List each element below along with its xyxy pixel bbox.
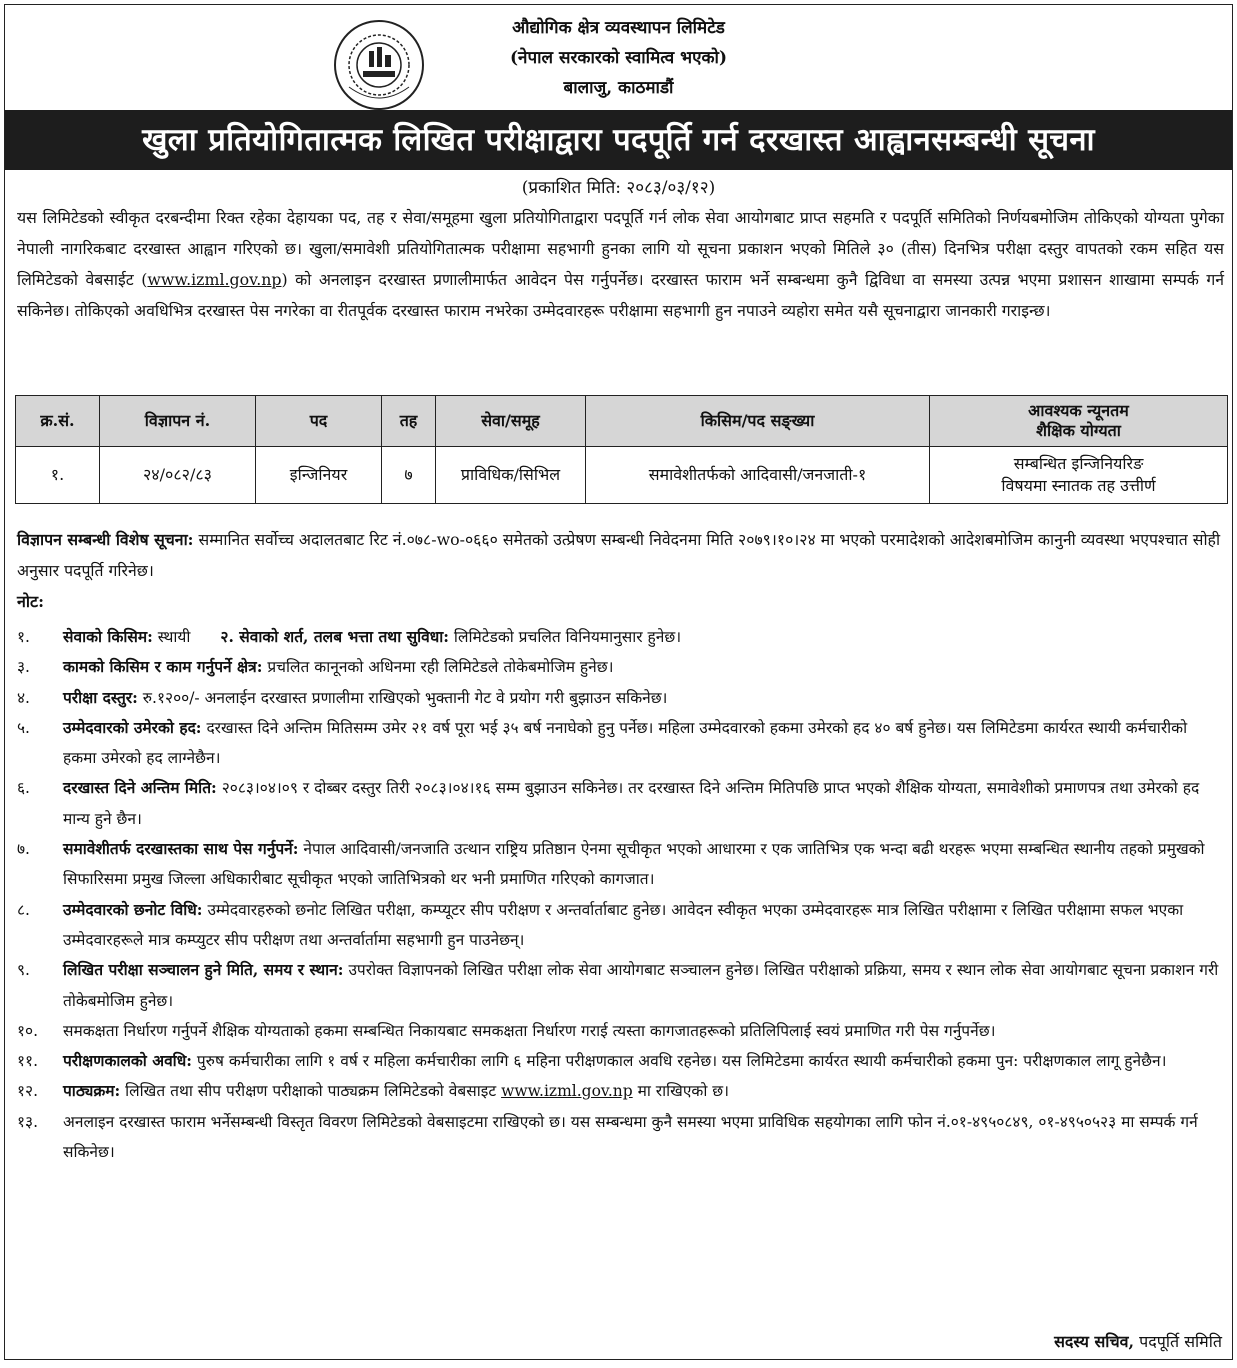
note-label: पाठ्यक्रम: <box>63 1081 121 1101</box>
notes-heading: नोट: <box>17 592 44 611</box>
header-qualification <box>930 396 1228 447</box>
intro-paragraph <box>17 202 1224 326</box>
note-label: कामको किसिम र काम गर्नुपर्ने क्षेत्र: <box>63 657 263 677</box>
intro-text-1: यस लिमिटेडको स्वीकृत दरबन्दीमा रिक्त रहेका देहायका पद, तह र सेवा/समूहमा खुला प्रतियोगिताद्वारा पदपूर्ति गर्न लोक सेवा आयोगबाट प्राप्त सहमति र पदपूर्ति समितिको निर्णयबमोजिम तोकिएको योग्यता पुगेका नेपाली नागरिकबाट दरखास्त आह्वान गरिएको छ। खुला/समावेशी प्रतियोगितात्मक परीक्षामा सहभागी हुनका लागि यो सूचना प्रकाशन भएको मितिले ३० (तीस) दिनभित्र परीक्षा दस्तुर वापतको रकम सहित यस लिमिटेडको वेबसाईट ( <box>17 208 1224 289</box>
table-row <box>16 447 1228 504</box>
note-label: परीक्षा दस्तुर: <box>63 687 138 707</box>
note-number: १२. <box>17 1082 39 1101</box>
note-text: दरखास्त दिने अन्तिम मितिसम्म उमेर २१ वर्ष पूरा भई ३५ बर्ष ननाघेको हुनु पर्नेछ। महिला उम्मेदवारको हकमा उमेरको हद ४० बर्ष हुनेछ। यस लिमिटेडमा कार्यरत स्थायी कर्मचारीको हकमा उमेरको हद लाग्नेछैन। <box>63 718 1188 768</box>
header-type-count: किसिम/पद सङ्ख्या <box>586 396 930 447</box>
list-item <box>17 622 1224 652</box>
note-number: ९. <box>17 961 30 980</box>
list-item <box>17 955 1224 1016</box>
note-number: ११. <box>17 1052 39 1071</box>
list-item <box>17 1016 1224 1046</box>
syllabus-website-link[interactable]: www.izml.gov.np <box>501 1082 633 1101</box>
note-number: ८. <box>17 900 30 919</box>
note-text: लिखित तथा सीप परीक्षण परीक्षाको पाठ्यक्रम लिमिटेडको वेबसाइट <box>120 1082 502 1101</box>
note-text: नेपाल आदिवासी/जनजाति उत्थान राष्ट्रिय प्रतिष्ठान ऐनमा सूचीकृत भएको आधारमा र एक जातिभित्र एक भन्दा बढी थरहरू भएमा सम्बन्धित स्थानीय तहको प्रमुखको सिफारिसमा प्रमुख जिल्ला अधिकारीबाट सूचीकृत भएको जातिभित्रको थर भनी प्रमाणित गरिएको कागजात। <box>63 840 1205 889</box>
website-link[interactable]: www.izml.gov.np <box>147 270 282 289</box>
list-item <box>17 1107 1224 1168</box>
org-ownership: (नेपाल सरकारको स्वामित्व भएको) <box>510 48 727 68</box>
cell-qualification <box>930 447 1228 504</box>
header-qual-line1: आवश्यक न्यूनतम <box>1028 401 1129 420</box>
special-notice-label: विज्ञापन सम्बन्धी विशेष सूचना: <box>17 530 194 549</box>
notice-title: खुला प्रतियोगितात्मक लिखित परीक्षाद्वारा पदपूर्ति गर्न दरखास्त आह्वानसम्बन्धी सूचना <box>5 110 1232 170</box>
list-item <box>17 834 1224 895</box>
notice-page <box>4 4 1233 1360</box>
intro-text-2: ) को अनलाइन दरखास्त प्रणालीमार्फत आवेदन पेस गर्नुपर्नेछ। दरखास्त फाराम भर्ने सम्बन्धमा कुनै द्विविधा वा समस्या उत्पन्न भएमा प्रशासन शाखामा सम्पर्क गर्न सकिनेछ। तोकिएको अवधिभित्र दरखास्त पेस नगरेका वा रीतपूर्वक दरखास्त फाराम नभरेका उम्मेदवारहरू परीक्षामा सहभागी हुन नपाउने व्यहोरा समेत यसै सूचनाद्वारा जानकारी गराइन्छ। <box>17 270 1224 320</box>
cell-post: इन्जिनियर <box>256 447 382 504</box>
note-label: उम्मेदवारको छनोट विधि: <box>63 899 203 919</box>
note-label: परीक्षणकालको अवधि: <box>63 1051 192 1071</box>
list-item <box>17 895 1224 956</box>
org-location: बालाजु, काठमाडौं <box>563 78 674 98</box>
notes-list <box>17 622 1224 1167</box>
note-label: उम्मेदवारको उमेरको हद: <box>63 717 202 737</box>
signature-committee: पदपूर्ति समिति <box>1134 1332 1222 1351</box>
special-notice-text: सम्मानित सर्वोच्च अदालतबाट रिट नं.०७८-wo-०६६० समेतको उत्प्रेषण सम्बन्धी निवेदनमा मिति २०७९।१०।२४ मा भएको परमादेशको आदेशबमोजिम कानुनी व्यवस्था भएपश्चात सोही अनुसार पदपूर्ति गरिनेछ। <box>17 530 1221 580</box>
list-item <box>17 713 1224 774</box>
note-text-2: लिमिटेडको प्रचलित विनियमानुसार हुनेछ। <box>449 628 682 646</box>
note-number: १३. <box>17 1112 39 1131</box>
signature-title: सदस्य सचिव, <box>1054 1332 1135 1351</box>
note-text-after-url: मा राखिएको छ। <box>632 1082 730 1101</box>
note-text: रु.१२००/- अनलाईन दरखास्त प्रणालीमा राखिएको भुक्तानी गेट वे प्रयोग गरी बुझाउन सकिनेछ। <box>137 688 668 707</box>
note-text: उम्मेदवारहरुको छनोट लिखित परीक्षा, कम्प्यूटर सीप परीक्षण र अन्तर्वार्ताबाट हुनेछ। आवेदन स्वीकृत भएका उम्मेदवारहरू मात्र लिखित परीक्षामा र लिखित परीक्षामा सफल भएका उम्मेदवारहरूले मात्र कम्प्युटर सीप परीक्षण तथा अन्तर्वार्तामा सहभागी हुन पाउनेछन्। <box>63 900 1184 949</box>
vacancy-table <box>15 395 1228 504</box>
note-text: पुरुष कर्मचारीका लागि १ वर्ष र महिला कर्मचारीका लागि ६ महिना परीक्षणकाल अवधि रहनेछ। यस लिमिटेडमा कार्यरत स्थायी कर्मचारीको हकमा पुन: परीक्षणकाल लागू हुनेछैन। <box>191 1052 1167 1071</box>
note-number: ७. <box>17 840 30 859</box>
note-number: ६. <box>17 779 30 798</box>
cell-ad-no: २४/०८२/८३ <box>100 447 256 504</box>
note-text: प्रचलित कानूनको अधिनमा रही लिमिटेडले तोकेबमोजिम हुनेछ। <box>262 658 614 677</box>
header-post: पद <box>256 396 382 447</box>
cell-sn: १. <box>16 447 100 504</box>
header-ad-no: विज्ञापन नं. <box>100 396 256 447</box>
list-item <box>17 683 1224 713</box>
note-label: दरखास्त दिने अन्तिम मिति: <box>63 778 217 798</box>
note-number: १. <box>17 628 30 646</box>
note-text: अनलाइन दरखास्त फाराम भर्नेसम्बन्धी विस्तृत विवरण लिमिटेडको वेबसाइटमा राखिएको छ। यस सम्बन्धमा कुनै समस्या भएमा प्राविधिक सहयोगका लागि फोन नं.०१-४९५०८४९, ०१-४९५०५२३ मा सम्पर्क गर्न सकिनेछ। <box>63 1112 1198 1162</box>
list-item <box>17 773 1224 834</box>
note-label: सेवाको किसिम: <box>63 627 153 646</box>
cell-type-count: समावेशीतर्फको आदिवासी/जनजाती-१ <box>586 447 930 504</box>
note-label: लिखित परीक्षा सञ्चालन हुने मिति, समय र स्थान: <box>63 960 344 980</box>
header-service: सेवा/समूह <box>436 396 586 447</box>
org-name: औद्योगिक क्षेत्र व्यवस्थापन लिमिटेड <box>512 18 725 38</box>
list-item <box>17 1046 1224 1076</box>
publish-date: (प्रकाशित मिति: २०८३/०३/१२) <box>521 178 716 198</box>
note-number: ३. <box>17 658 30 677</box>
note-label: समावेशीतर्फ दरखास्तका साथ पेस गर्नुपर्ने: <box>63 839 299 859</box>
qual-line2: विषयमा स्नातक तह उत्तीर्ण <box>1001 476 1156 495</box>
note-number: १०. <box>17 1021 39 1040</box>
special-notice <box>17 524 1224 586</box>
list-item <box>17 652 1224 682</box>
note-text: स्थायी <box>152 628 191 646</box>
note-number: ५. <box>17 718 30 737</box>
cell-level: ७ <box>382 447 436 504</box>
table-header-row <box>16 396 1228 447</box>
note-text: उपरोक्त विज्ञापनको लिखित परीक्षा लोक सेवा आयोगबाट सञ्चालन हुनेछ। लिखित परीक्षाको प्रक्रिया, समय र स्थान लोक सेवा आयोगबाट सूचना प्रकाशन गरी तोकेबमोजिम हुनेछ। <box>63 961 1219 1010</box>
note-text: समकक्षता निर्धारण गर्नुपर्ने शैक्षिक योग्यताको हकमा सम्बन्धित निकायबाट समकक्षता निर्धारण गराई त्यस्ता कागजातहरूको प्रतिलिपिलाई स्वयं प्रमाणित गरी पेस गर्नुपर्नेछ। <box>63 1021 996 1040</box>
header-level: तह <box>382 396 436 447</box>
list-item <box>17 1076 1224 1106</box>
note-text: २०८३।०४।०९ र दोब्बर दस्तुर तिरी २०८३।०४।१६ सम्म बुझाउन सकिनेछ। तर दरखास्त दिने अन्तिम मितिपछि प्राप्त भएको शैक्षिक योग्यता, समावेशीको प्रमाणपत्र तथा उमेरको हद मान्य हुने छैन। <box>63 779 1200 828</box>
signature <box>1054 1330 1222 1352</box>
header-sn: क्र.सं. <box>16 396 100 447</box>
cell-service: प्राविधिक/सिभिल <box>436 447 586 504</box>
letterhead <box>5 5 1232 109</box>
header-qual-line2: शैक्षिक योग्यता <box>1036 421 1121 440</box>
note-label-2: २. सेवाको शर्त, तलब भत्ता तथा सुविधा: <box>220 627 449 646</box>
qual-line1: सम्बन्धित इन्जिनियरिङ <box>1013 454 1144 473</box>
note-number: ४. <box>17 688 30 707</box>
